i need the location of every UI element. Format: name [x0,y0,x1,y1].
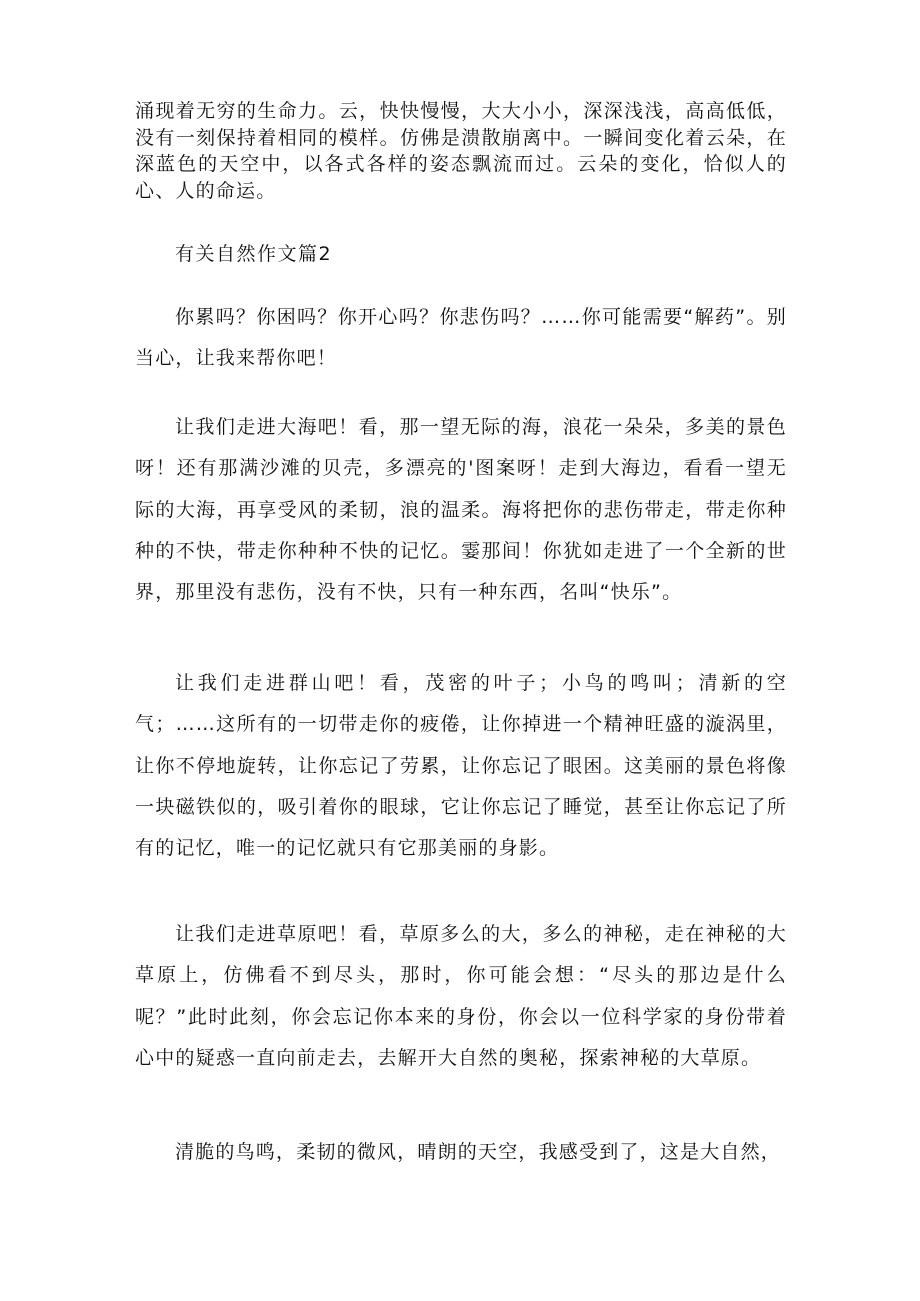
section-heading: 有关自然作文篇2 [175,243,333,265]
paragraph-intro: 你累吗？你困吗？你开心吗？你悲伤吗？……你可能需要“解药”。别当心，让我来帮你吧！ [135,306,787,370]
paragraph-closing: 清脆的鸟鸣，柔韧的微风，晴朗的天空，我感受到了，这是大自然， [175,1141,782,1163]
paragraph-sea: 让我们走进大海吧！看，那一望无际的海，浪花一朵朵，多美的景色呀！还有那满沙滩的贝壳，多漂亮的'图案呀！走到大海边，看看一望无际的大海，再享受风的柔韧，浪的温柔。海将把你的悲伤带走，带走你种种的不快，带走你种种不快的记忆。霎那间！你犹如走进了一个全新的世界，那里没有悲伤，没有不快，只有一种东西，名叫“快乐”。 [135,416,787,604]
paragraph-grassland: 让我们走进草原吧！看，草原多么的大，多么的神秘，走在神秘的大草原上，仿佛看不到尽头，那时，你可能会想：“尽头的那边是什么呢？”此时此刻，你会忘记你本来的身份，你会以一位科学家的身份带着心中的疑惑一直向前走去，去解开大自然的奥秘，探索神秘的大草原。 [135,923,787,1069]
paragraph-continued: 涌现着无穷的生命力。云，快快慢慢，大大小小，深深浅浅，高高低低，没有一刻保持着相同的模样。仿佛是溃散崩离中。一瞬间变化着云朵，在深蓝色的天空中，以各式各样的姿态飘流而过。云朵的变化，恰似人的心、人的命运。 [135,100,787,202]
paragraph-mountains: 让我们走进群山吧！看，茂密的叶子；小鸟的鸣叫；清新的空气；……这所有的一切带走你的疲倦，让你掉进一个精神旺盛的漩涡里，让你不停地旋转，让你忘记了劳累，让你忘记了眼困。这美丽的景色将像一块磁铁似的，吸引着你的眼球，它让你忘记了睡觉，甚至让你忘记了所有的记忆，唯一的记忆就只有它那美丽的身影。 [135,672,787,860]
